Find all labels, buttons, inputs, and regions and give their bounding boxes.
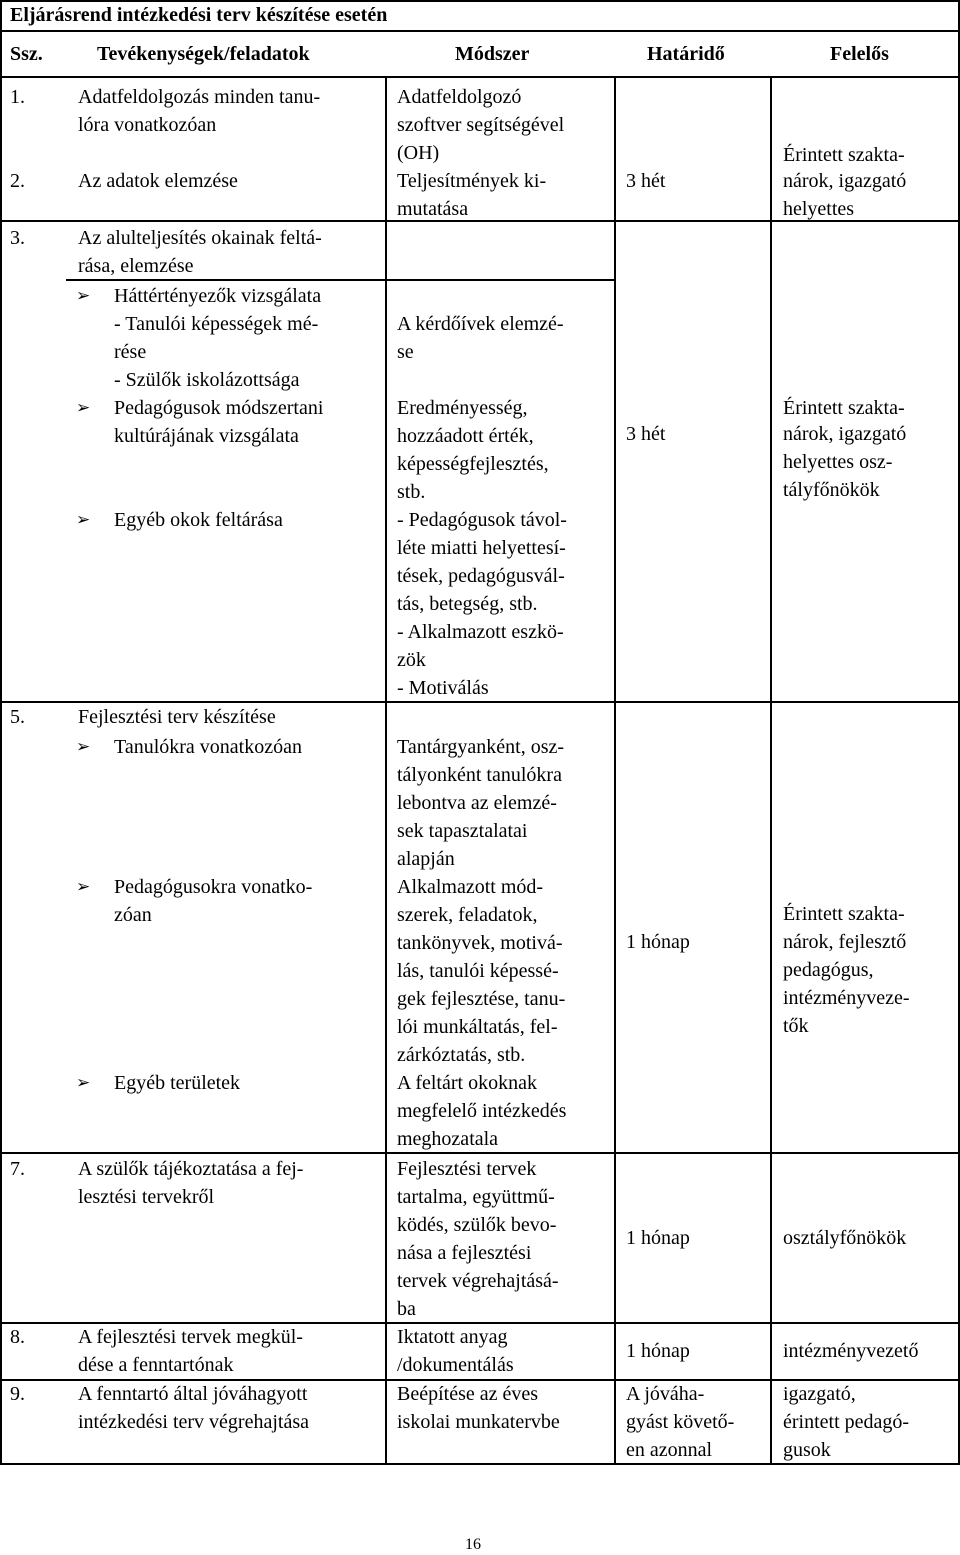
method-line: Beépítése az éves [397,1383,539,1405]
row-number: 1. [10,86,25,108]
header-responsible: Felelős [830,43,889,65]
deadline-line: en azonnal [626,1439,713,1461]
method-line: szerek, feladatok, [397,904,538,926]
method-line: tankönyvek, motivá- [397,932,563,954]
subtask-line: Egyéb területek [114,1072,241,1094]
responsible-line: intézményveze- [783,987,910,1009]
responsible-line: nárok, fejlesztő [783,931,907,953]
arrow-bullet-icon: ➢ [76,510,91,529]
rule [0,30,2,1465]
subtask-line: rése [114,341,147,363]
row-number: 8. [10,1326,25,1348]
responsible-line: tályfőnökök [783,479,880,501]
arrow-bullet-icon: ➢ [76,1073,91,1092]
method-line: stb. [397,481,426,503]
method-line: lás, tanulói képessé- [397,960,559,982]
subtask-line: zóan [114,904,152,926]
method-line: Fejlesztési tervek [397,1158,537,1180]
method-line: Eredményesség, [397,397,528,419]
method-line: tartalma, együttmű- [397,1186,555,1208]
method-line: mutatása [397,198,469,220]
method-line: nása a fejlesztési [397,1242,532,1264]
rule [0,30,960,32]
subtask-line: - Tanulói képességek mé- [114,313,319,335]
task-line: A szülők tájékoztatása a fej- [78,1158,304,1180]
method-line: ba [397,1298,416,1320]
method-line: léte miatti helyettesí- [397,537,566,559]
method-line: (OH) [397,142,440,164]
rule [770,76,772,1465]
document-title: Eljárásrend intézkedési terv készítése esetén [0,0,960,30]
task-line: rása, elemzése [78,255,194,277]
method-line: képességfejlesztés, [397,453,549,475]
responsible-line: osztályfőnökök [783,1227,907,1249]
responsible-line: Érintett szakta- [783,397,905,419]
method-line: - Pedagógusok távol- [397,509,567,531]
method-line: iskolai munkatervbe [397,1411,560,1433]
rule [0,76,960,78]
method-line: Alkalmazott mód- [397,876,544,898]
responsible-line: pedagógus, [783,959,874,981]
method-line: zárkóztatás, stb. [397,1044,526,1066]
responsible-line: Érintett szakta- [783,903,905,925]
method-line: se [397,341,414,363]
method-line: tervek végrehajtásá- [397,1270,559,1292]
subtask-line: Pedagógusokra vonatko- [114,876,313,898]
method-line: tések, pedagógusvál- [397,565,565,587]
arrow-bullet-icon: ➢ [76,737,91,756]
deadline-line: 3 hét [626,423,666,445]
method-line: meghozatala [397,1128,499,1150]
task-line: dése a fenntartónak [78,1354,234,1376]
method-line: Tantárgyanként, osz- [397,736,565,758]
responsible-line: Érintett szakta- [783,144,905,166]
deadline-line: gyást követő- [626,1411,735,1433]
method-line: A feltárt okoknak [397,1072,537,1094]
responsible-line: tők [783,1015,809,1037]
subtask-line: - Szülők iskolázottsága [114,369,300,391]
task-line: Az alulteljesítés okainak feltá- [78,227,322,249]
header-num: Ssz. [10,43,43,65]
page-number: 16 [465,1536,481,1553]
task-line: Adatfeldolgozás minden tanu- [78,86,321,108]
deadline-line: A jóváha- [626,1383,705,1405]
method-line: alapján [397,848,455,870]
method-line: szoftver segítségével [397,114,565,136]
row-number: 5. [10,706,25,728]
header-deadline: Határidő [647,43,725,65]
task-line: Az adatok elemzése [78,170,238,192]
method-line: - Motiválás [397,677,489,699]
deadline-line: 1 hónap [626,1227,690,1249]
subtask-line: Háttértényezők vizsgálata [114,285,322,307]
method-line: sek tapasztalatai [397,820,528,842]
method-line: /dokumentálás [397,1354,514,1376]
responsible-line: nárok, igazgató [783,170,907,192]
method-line: Teljesítmények ki- [397,170,547,192]
responsible-line: érintett pedagó- [783,1411,910,1433]
row-number: 2. [10,170,25,192]
deadline-line: 1 hónap [626,1340,690,1362]
task-line: lesztési tervekről [78,1186,215,1208]
method-line: Iktatott anyag [397,1326,508,1348]
method-line: hozzáadott érték, [397,425,534,447]
method-line: Adatfeldolgozó [397,86,522,108]
method-line: lói munkáltatás, fel- [397,1016,558,1038]
header-task: Tevékenységek/feladatok [97,43,310,65]
responsible-line: gusok [783,1439,831,1461]
subtask-line: Egyéb okok feltárása [114,509,283,531]
task-line: A fenntartó által jóváhagyott [78,1383,308,1405]
row-number: 9. [10,1383,25,1405]
method-line: zök [397,649,426,671]
arrow-bullet-icon: ➢ [76,398,91,417]
subtask-line: kultúrájának vizsgálata [114,425,299,447]
deadline-line: 3 hét [626,170,666,192]
method-line: tás, betegség, stb. [397,593,538,615]
method-line: A kérdőívek elemzé- [397,313,564,335]
responsible-line: nárok, igazgató [783,423,907,445]
method-line: ködés, szülők bevo- [397,1214,557,1236]
task-line: A fejlesztési tervek megkül- [78,1326,303,1348]
header-method: Módszer [455,43,530,65]
row-number: 3. [10,227,25,249]
task-line: intézkedési terv végrehajtása [78,1411,309,1433]
method-line: tályonként tanulókra [397,764,562,786]
responsible-line: intézményvezető [783,1340,919,1362]
arrow-bullet-icon: ➢ [76,286,91,305]
deadline-line: 1 hónap [626,931,690,953]
row-number: 7. [10,1158,25,1180]
task-line: lóra vonatkozóan [78,114,217,136]
method-line: megfelelő intézkedés [397,1100,567,1122]
method-line: - Alkalmazott eszkö- [397,621,564,643]
responsible-line: helyettes osz- [783,451,893,473]
responsible-line: helyettes [783,198,855,220]
rule [614,76,616,1465]
method-line: gek fejlesztése, tanu- [397,988,566,1010]
method-line: lebontva az elemzé- [397,792,557,814]
rule [385,76,387,1465]
subtask-line: Tanulókra vonatkozóan [114,736,302,758]
task-line: Fejlesztési terv készítése [78,706,276,728]
subtask-line: Pedagógusok módszertani [114,397,324,419]
arrow-bullet-icon: ➢ [76,877,91,896]
responsible-line: igazgató, [783,1383,856,1405]
